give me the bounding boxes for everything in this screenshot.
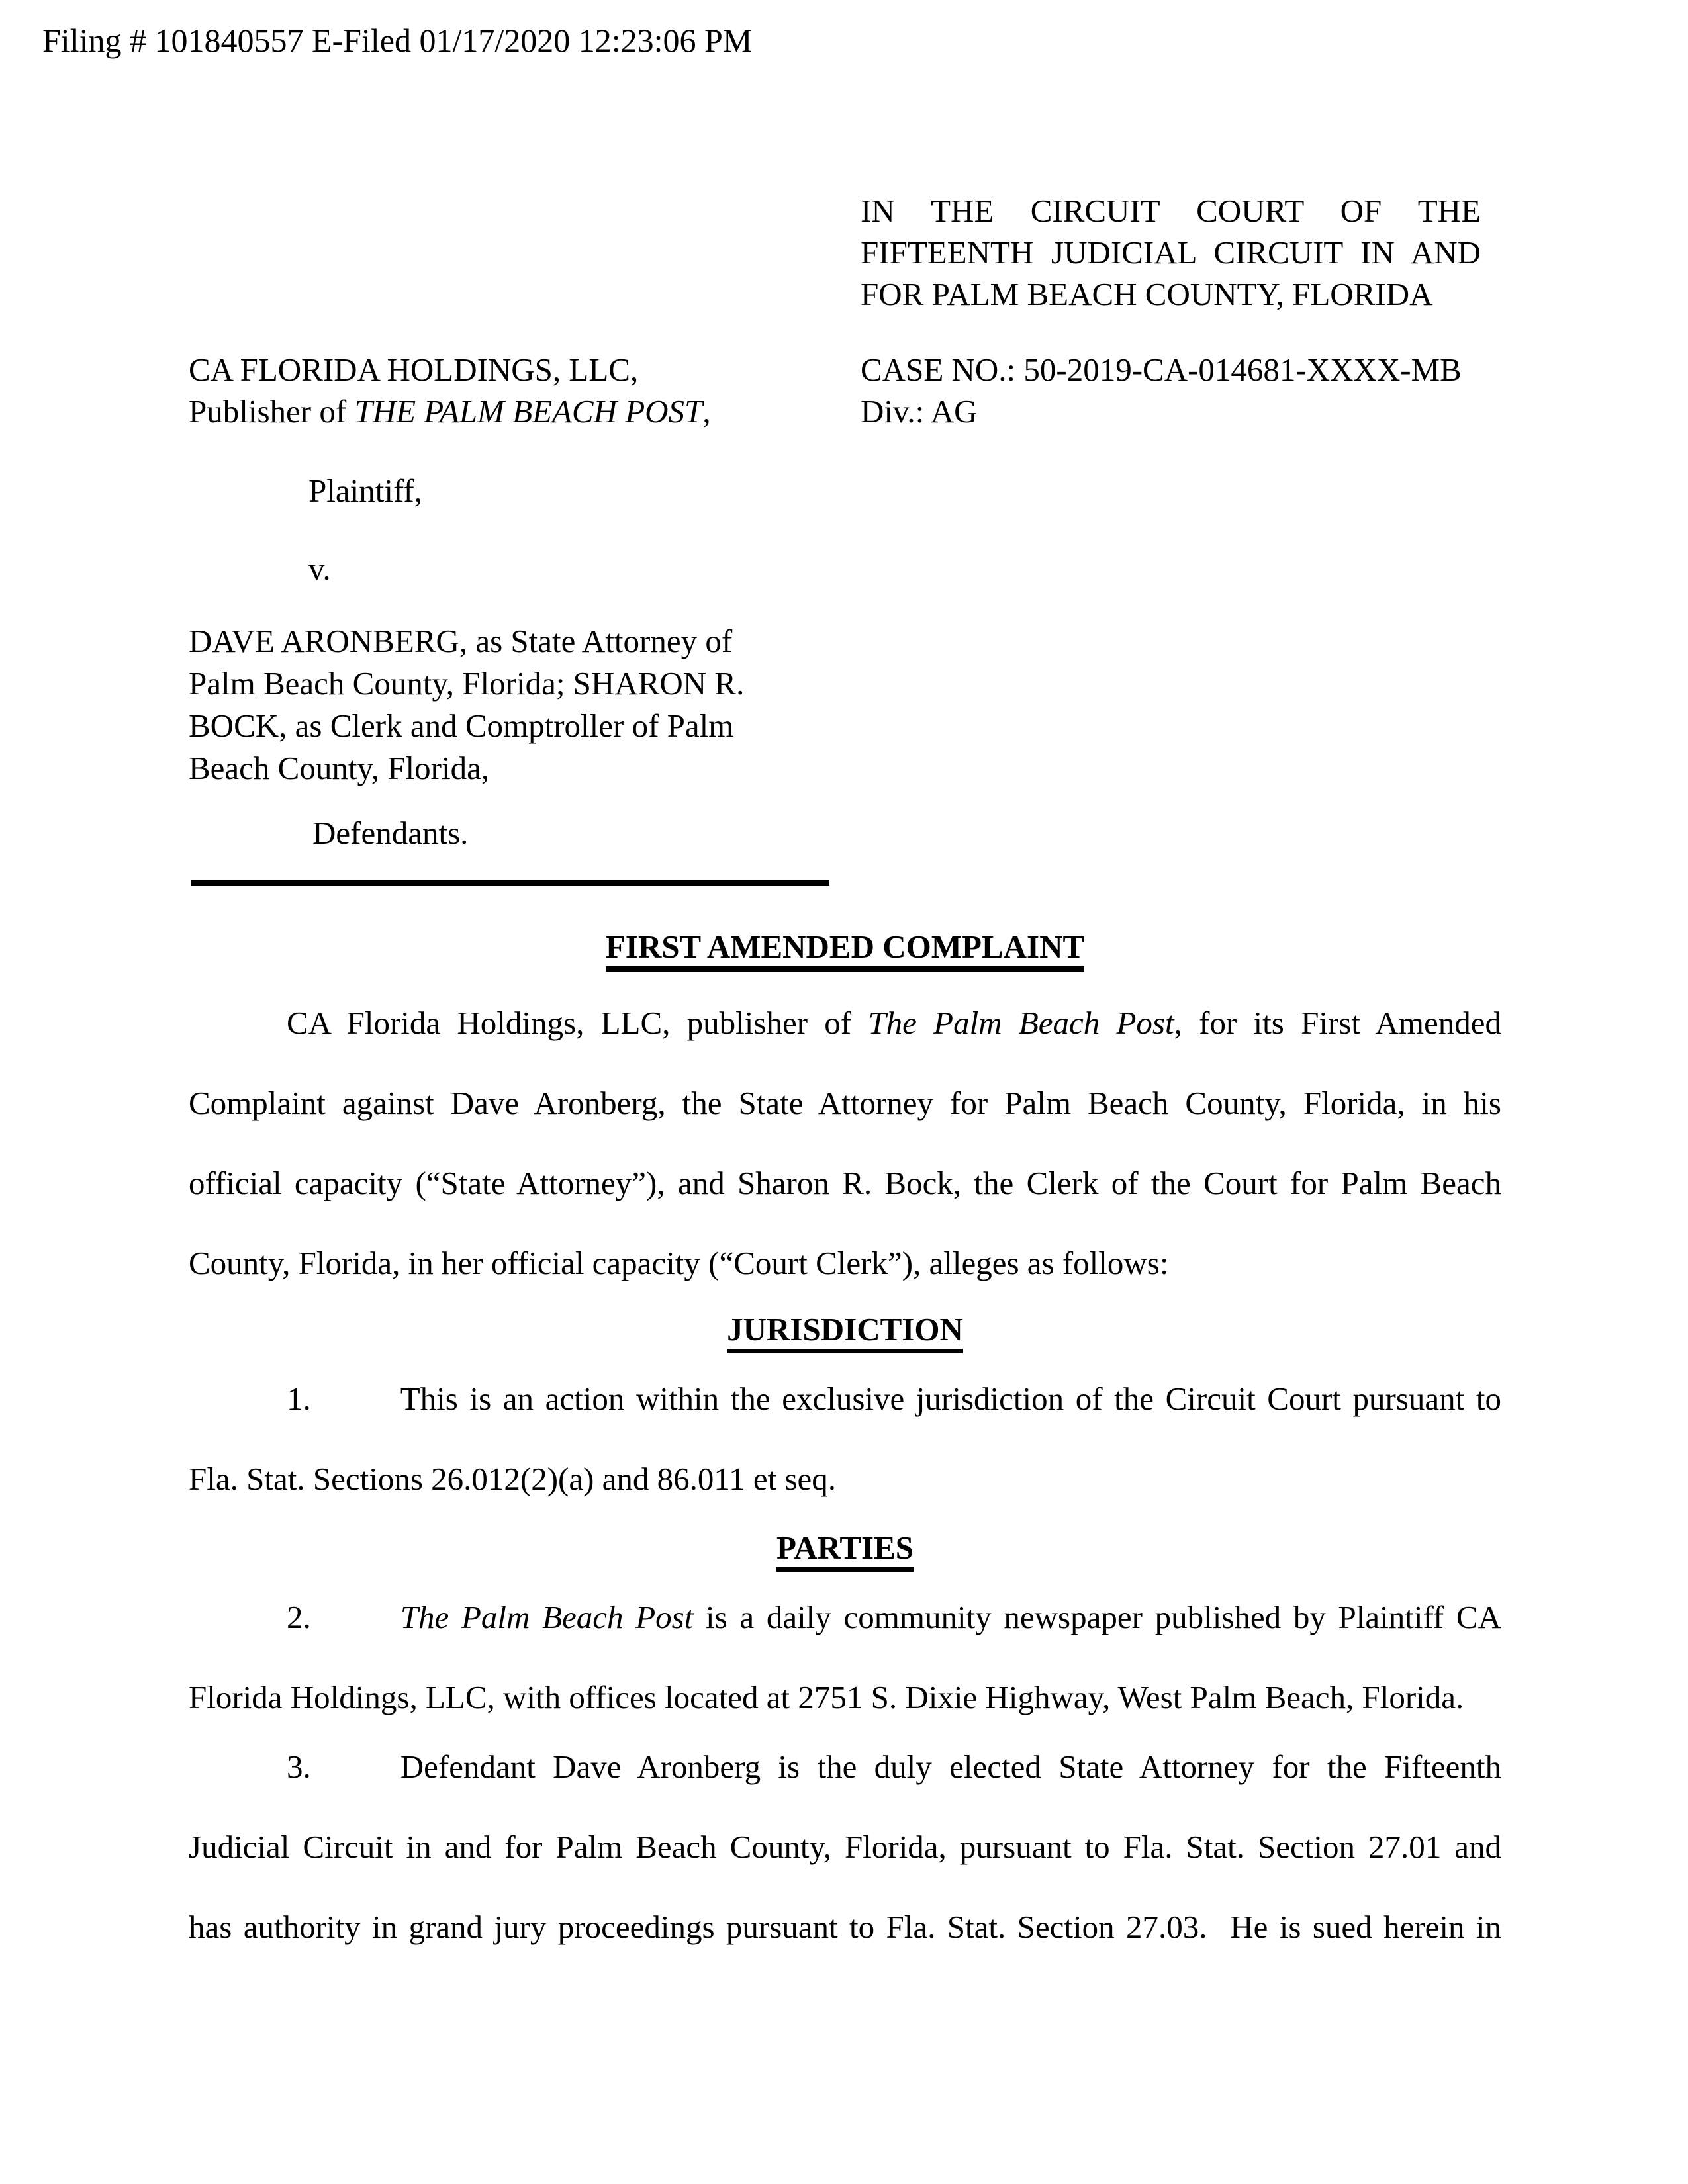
paragraph-line xyxy=(189,1143,1501,1223)
case-number-block xyxy=(861,349,1556,432)
paragraph-text: Defendant Dave Aronberg is the duly elected State Attorney for the Fifteenth xyxy=(400,1749,1501,1785)
paragraph-text: official capacity (“State Attorney”), and Sharon R. Bock, the Clerk of the Court for Palm Beach xyxy=(189,1165,1501,1201)
paragraph-number: 2. xyxy=(287,1599,311,1635)
defendant-name-line-1: DAVE ARONBERG, as State Attorney of xyxy=(189,623,733,659)
plaintiff-name-line-2: Publisher of THE PALM BEACH POST, xyxy=(189,393,711,430)
court-line-1: IN THE CIRCUIT COURT OF THE xyxy=(861,193,1481,229)
paragraph-number: 3. xyxy=(287,1749,311,1785)
paragraph-text: County, Florida, in her official capacity (“Court Clerk”), alleges as follows: xyxy=(189,1245,1169,1281)
paragraph-line xyxy=(189,983,1501,1063)
defendants-names-block xyxy=(189,620,870,790)
defendants-label: Defendants. xyxy=(312,815,469,851)
plaintiff-name-line-1: CA FLORIDA HOLDINGS, LLC, xyxy=(189,351,639,388)
paragraph-text: has authority in grand jury proceedings pursuant to Fla. Stat. Section 27.03. He is sued herein in xyxy=(189,1909,1501,1945)
versus-label: v. xyxy=(308,551,331,587)
paragraph-line xyxy=(189,1439,1501,1519)
paragraph-3 xyxy=(189,1727,1501,1967)
paragraph-line xyxy=(189,1887,1501,1967)
plaintiff-name-block xyxy=(189,349,851,432)
paragraph-line xyxy=(189,1807,1501,1887)
paragraph-1 xyxy=(189,1359,1501,1519)
defendant-name-line-2: Palm Beach County, Florida; SHARON R. xyxy=(189,665,745,702)
defendant-name-line-4: Beach County, Florida, xyxy=(189,750,490,786)
document-title-text: FIRST AMENDED COMPLAINT xyxy=(606,929,1084,972)
paragraph-line xyxy=(189,1223,1501,1303)
section-heading-parties xyxy=(189,1527,1501,1569)
paragraph-line xyxy=(189,1359,1501,1439)
section-heading-jurisdiction xyxy=(189,1308,1501,1350)
paragraph-text: CA Florida Holdings, LLC, publisher of The Palm Beach Post, for its First Amended xyxy=(287,1005,1501,1041)
paragraph-text: Florida Holdings, LLC, with offices located at 2751 S. Dixie Highway, West Palm Beach, Florida. xyxy=(189,1679,1464,1715)
document-title xyxy=(189,926,1501,968)
division: Div.: AG xyxy=(861,393,978,430)
court-line-2: FIFTEENTH JUDICIAL CIRCUIT IN AND xyxy=(861,234,1481,271)
defendant-name-line-3: BOCK, as Clerk and Comptroller of Palm xyxy=(189,707,734,744)
paragraph-number: 1. xyxy=(287,1381,311,1417)
section-heading-text: PARTIES xyxy=(776,1529,914,1572)
paragraph-line xyxy=(189,1577,1501,1657)
case-number: CASE NO.: 50-2019-CA-014681-XXXX-MB xyxy=(861,351,1462,388)
efiling-stamp: Filing # 101840557 E-Filed 01/17/2020 12:23:06 PM xyxy=(42,22,753,59)
paragraph-line xyxy=(189,1657,1501,1737)
paragraph-line xyxy=(189,1063,1501,1143)
paragraph-line xyxy=(189,1727,1501,1807)
paragraph-text: This is an action within the exclusive jurisdiction of the Circuit Court pursuant to xyxy=(400,1381,1501,1417)
caption-divider-rule xyxy=(191,880,829,886)
court-designation-block xyxy=(861,190,1481,315)
paragraph-text: Fla. Stat. Sections 26.012(2)(a) and 86.011 et seq. xyxy=(189,1461,837,1497)
section-heading-text: JURISDICTION xyxy=(727,1311,963,1353)
paragraph-2 xyxy=(189,1577,1501,1737)
paragraph-text: Complaint against Dave Aronberg, the State Attorney for Palm Beach County, Florida, in his xyxy=(189,1085,1501,1121)
court-line-3: FOR PALM BEACH COUNTY, FLORIDA xyxy=(861,276,1433,312)
intro-paragraph xyxy=(189,983,1501,1303)
paragraph-text: Judicial Circuit in and for Palm Beach County, Florida, pursuant to Fla. Stat. Section 27.01 and xyxy=(189,1829,1501,1865)
plaintiff-label: Plaintiff, xyxy=(308,473,422,509)
paragraph-text: The Palm Beach Post is a daily community newspaper published by Plaintiff CA xyxy=(400,1599,1501,1635)
